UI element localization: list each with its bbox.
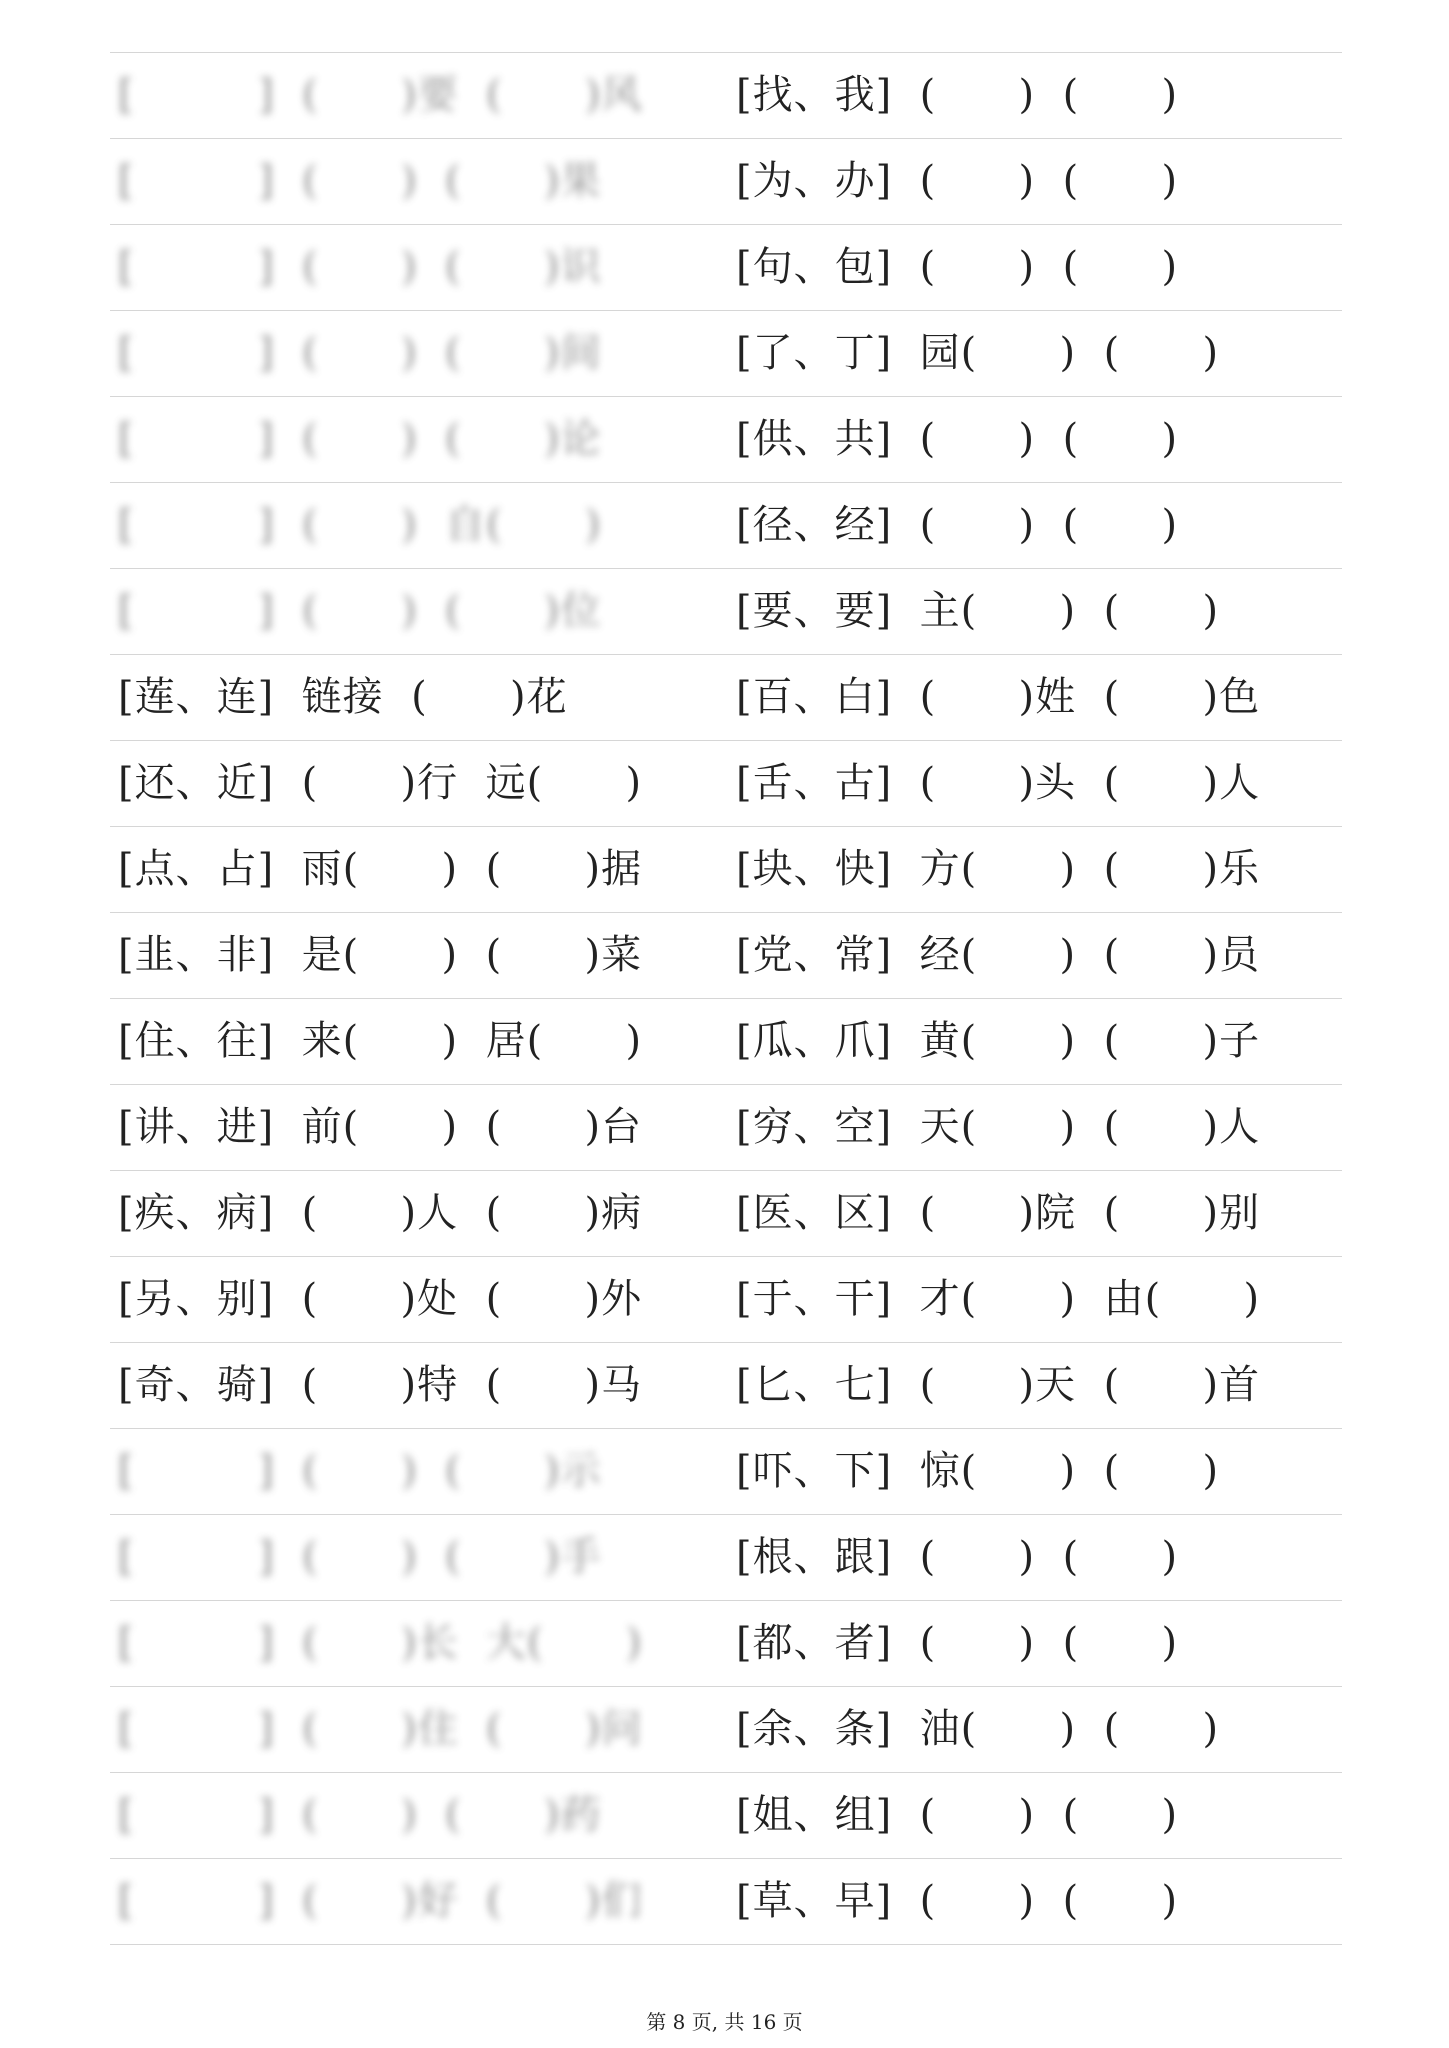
exercise-row <box>110 1686 1342 1772</box>
exercise-row <box>110 396 1342 482</box>
left-exercise: [ ] ( ) ( )间 <box>118 330 602 376</box>
right-exercise: [草、早] ( ) ( ) <box>736 1878 1179 1924</box>
right-exercise: [了、丁] 园( ) ( ) <box>736 330 1220 376</box>
right-exercise: [径、经] ( ) ( ) <box>736 502 1179 548</box>
right-exercise: [吓、下] 惊( ) ( ) <box>736 1448 1220 1494</box>
left-exercise: [ ] ( ) ( )果 <box>118 158 602 204</box>
right-exercise: [供、共] ( ) ( ) <box>736 416 1179 462</box>
exercise-row <box>110 1428 1342 1514</box>
left-exercise: [住、往] 来( ) 居( ) <box>118 1018 643 1064</box>
right-exercise: [根、跟] ( ) ( ) <box>736 1534 1179 1580</box>
exercise-row <box>110 826 1342 912</box>
right-exercise: [句、包] ( ) ( ) <box>736 244 1179 290</box>
right-exercise: [姐、组] ( ) ( ) <box>736 1792 1179 1838</box>
left-exercise: [ ] ( ) ( )识 <box>118 244 602 290</box>
right-exercise: [余、条] 油( ) ( ) <box>736 1706 1220 1752</box>
exercise-row <box>110 310 1342 396</box>
exercise-row <box>110 224 1342 310</box>
exercise-row <box>110 740 1342 826</box>
right-exercise: [党、常] 经( ) ( )员 <box>736 932 1261 978</box>
left-exercise: [韭、非] 是( ) ( )菜 <box>118 932 643 978</box>
left-exercise: [还、近] ( )行 远( ) <box>118 760 643 806</box>
right-exercise: [瓜、爪] 黄( ) ( )子 <box>736 1018 1261 1064</box>
exercise-row <box>110 1772 1342 1858</box>
left-exercise: [ ] ( ) ( )药 <box>118 1792 602 1838</box>
right-exercise: [医、区] ( )院 ( )别 <box>736 1190 1261 1236</box>
right-exercise: [为、办] ( ) ( ) <box>736 158 1179 204</box>
left-exercise: [ ] ( ) ( )示 <box>118 1448 602 1494</box>
exercise-row <box>110 1600 1342 1686</box>
left-exercise: [莲、连] 链接 ( )花 <box>118 674 568 720</box>
left-exercise: [ ] ( ) 自( ) <box>118 502 602 548</box>
right-exercise: [于、干] 才( ) 由( ) <box>736 1276 1261 1322</box>
exercise-row <box>110 138 1342 224</box>
left-exercise: [ ] ( )住 ( )问 <box>118 1706 643 1752</box>
page-footer: 第 8 页, 共 16 页 <box>646 2010 803 2034</box>
right-exercise: [找、我] ( ) ( ) <box>736 72 1179 118</box>
exercise-row <box>110 1256 1342 1342</box>
right-exercise: [匕、七] ( )天 ( )首 <box>736 1362 1261 1408</box>
exercise-row <box>110 1858 1342 1945</box>
left-exercise: [ ] ( )长 大( ) <box>118 1620 643 1666</box>
exercise-row <box>110 998 1342 1084</box>
left-exercise: [点、占] 雨( ) ( )据 <box>118 846 643 892</box>
exercise-row <box>110 482 1342 568</box>
right-exercise: [块、快] 方( ) ( )乐 <box>736 846 1261 892</box>
left-exercise: [疾、病] ( )人 ( )病 <box>118 1190 643 1236</box>
exercise-row <box>110 654 1342 740</box>
right-exercise: [穷、空] 天( ) ( )人 <box>736 1104 1261 1150</box>
exercise-row <box>110 1342 1342 1428</box>
left-exercise: [ ] ( ) ( )论 <box>118 416 602 462</box>
left-exercise: [ ] ( )要 ( )风 <box>118 72 643 118</box>
right-exercise: [要、要] 主( ) ( ) <box>736 588 1220 634</box>
left-exercise: [ ] ( )好 ( )们 <box>118 1878 643 1924</box>
left-exercise: [ ] ( ) ( )位 <box>118 588 602 634</box>
exercise-row <box>110 1170 1342 1256</box>
right-exercise: [百、白] ( )姓 ( )色 <box>736 674 1261 720</box>
left-exercise: [另、别] ( )处 ( )外 <box>118 1276 643 1322</box>
exercise-table <box>110 52 1342 1945</box>
exercise-row <box>110 1514 1342 1600</box>
right-exercise: [舌、古] ( )头 ( )人 <box>736 760 1261 806</box>
exercise-row <box>110 912 1342 998</box>
exercise-row <box>110 1084 1342 1170</box>
left-exercise: [奇、骑] ( )特 ( )马 <box>118 1362 643 1408</box>
left-exercise: [ ] ( ) ( )手 <box>118 1534 602 1580</box>
right-exercise: [都、者] ( ) ( ) <box>736 1620 1179 1666</box>
exercise-row <box>110 568 1342 654</box>
left-exercise: [讲、进] 前( ) ( )台 <box>118 1104 643 1150</box>
exercise-row <box>110 52 1342 138</box>
